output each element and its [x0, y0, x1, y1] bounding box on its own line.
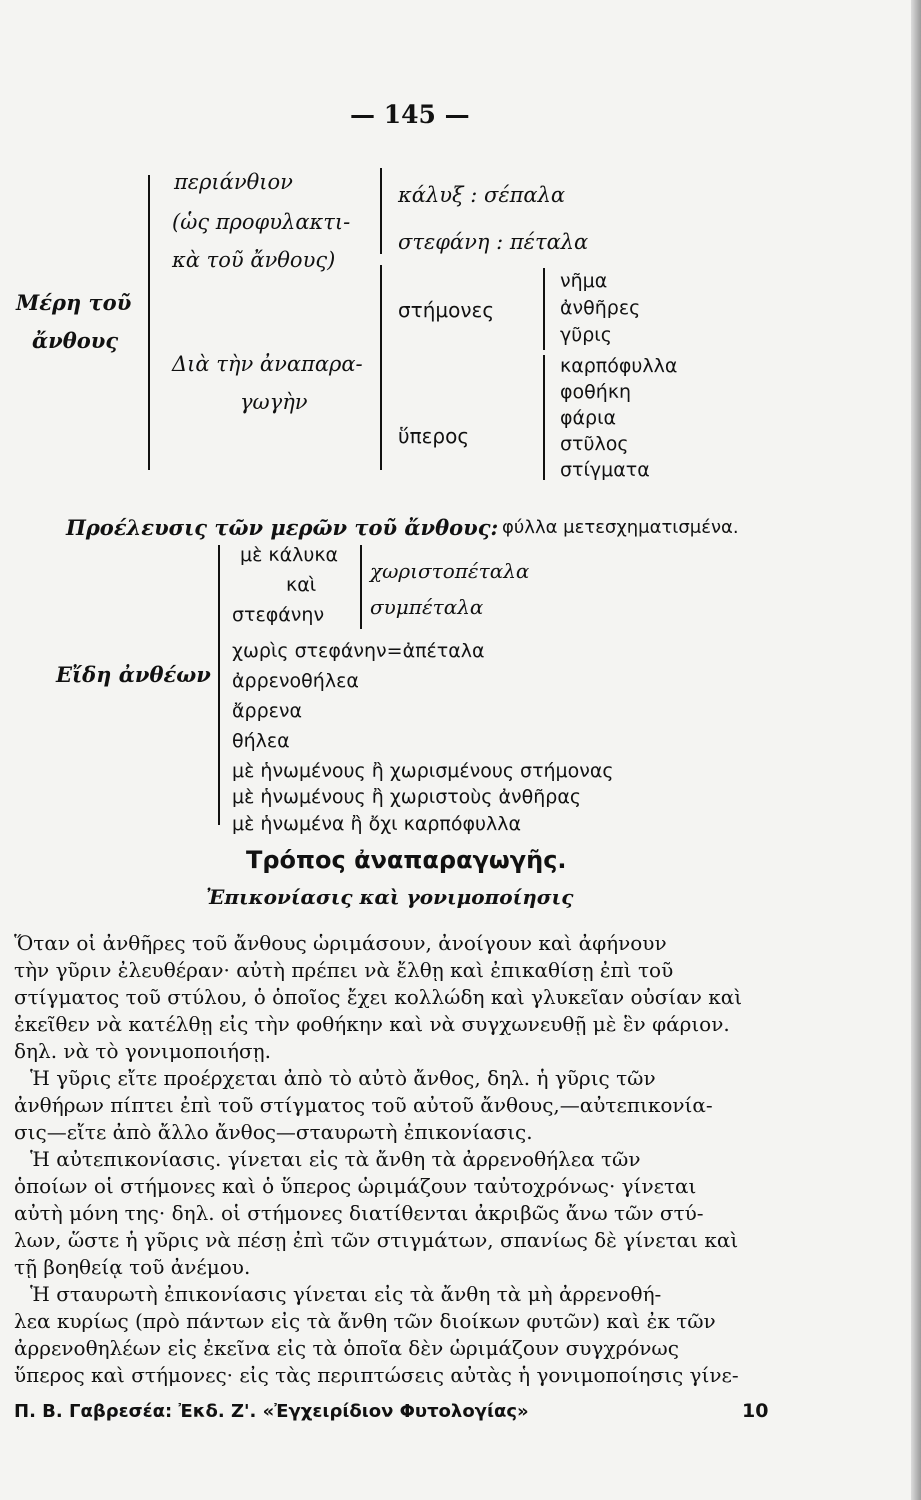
section-title: Τρόπος ἀναπαραγωγῆς. — [246, 846, 567, 874]
flower-type-item: μὲ ἡνωμένους ἢ χωρισμένους στήμονας — [232, 760, 614, 782]
flower-type-item: μὲ ἡνωμένους ἢ χωριστοὺς ἀνθῆρας — [232, 786, 582, 808]
page-edge — [911, 0, 921, 1500]
body-line: τῇ βοηθείᾳ τοῦ ἀνέμου. — [14, 1255, 251, 1279]
pistil-part-carpels: καρπόφυλλα — [560, 355, 678, 377]
flower-type-item: θήλεα — [232, 730, 290, 752]
stamen-part-pollen: γῦρις — [560, 324, 612, 346]
flower-type-item: ἄρρενα — [232, 700, 303, 722]
body-line: λεα κυρίως (πρὸ πάντων εἰς τὰ ἄνθη τῶν διοίκων φυτῶν) καὶ ἐκ τῶν — [14, 1309, 716, 1333]
body-line: ἀνθήρων πίπτει ἐπὶ τοῦ στίγματος τοῦ αὐτοῦ ἄνθους,—αὐτεπικονία- — [14, 1093, 713, 1117]
body-line: ὕπερος καὶ στήμονες· εἰς τὰς περιπτώσεις αὐτὰς ἡ γονιμοποίησις γίνε- — [14, 1363, 739, 1387]
reproduction-line1: Διὰ τὴν ἀναπαρα- — [172, 352, 363, 376]
body-line: τὴν γῦριν ἐλευθέραν· αὐτὴ πρέπει νὰ ἔλθῃ καὶ ἐπικαθίσῃ ἐπὶ τοῦ — [14, 958, 674, 982]
body-line: Ἡ αὐτεπικονίασις. γίνεται εἰς τὰ ἄνθη τὰ ἀρρενοθήλεα τῶν — [30, 1147, 641, 1171]
body-line: δηλ. νὰ τὸ γονιμοποιήσῃ. — [14, 1039, 271, 1063]
sympetalous-label: συμπέταλα — [370, 595, 484, 619]
page-number: — 145 — — [350, 100, 470, 129]
body-line: Ὅταν οἱ ἀνθῆρες τοῦ ἄνθους ὡριμάσουν, ἀνοίγουν καὶ ἀφήνουν — [14, 931, 667, 955]
flower-types-brace — [218, 545, 220, 825]
main-brace — [148, 175, 150, 470]
pistil-part-ovules: φάρια — [560, 407, 617, 429]
pistil-brace — [543, 355, 545, 480]
body-line: αὐτὴ μόνη της· δηλ. οἱ στήμονες διατίθενται ἀκριβῶς ἄνω τῶν στύ- — [14, 1201, 704, 1225]
origin-label: Προέλευσις τῶν μερῶν τοῦ ἄνθους: — [66, 515, 499, 540]
pistil-part-style: στῦλος — [560, 433, 629, 455]
flower-parts-heading-line1: Μέρη τοῦ — [16, 290, 132, 315]
with-calyx-line1: μὲ κάλυκα — [240, 544, 339, 566]
perianth-line2: (ὡς προφυλακτι- — [172, 210, 351, 234]
corolla-type-brace — [360, 545, 362, 629]
body-line: ὁποίων οἱ στήμονες καὶ ὁ ὕπερος ὡριμάζουν ταὐτοχρόνως· γίνεται — [14, 1174, 697, 1198]
with-calyx-line3: στεφάνην — [232, 604, 325, 626]
pistil-part-ovary: φοθήκη — [560, 381, 632, 403]
body-line: Ἡ γῦρις εἴτε προέρχεται ἀπὸ τὸ αὐτὸ ἄνθος, δηλ. ἡ γῦρις τῶν — [30, 1066, 656, 1090]
reproduction-brace — [380, 265, 382, 470]
flower-types-heading: Εἴδη ἀνθέων — [56, 662, 211, 687]
reproduction-line2: γωγὴν — [240, 390, 308, 414]
perianth-line1: περιάνθιον — [174, 170, 293, 194]
perianth-brace — [380, 168, 382, 254]
stamens-label: στήμονες — [398, 298, 495, 322]
body-line: Ἡ σταυρωτὴ ἐπικονίασις γίνεται εἰς τὰ ἄνθη τὰ μὴ ἀρρενοθή- — [30, 1282, 662, 1306]
flower-type-item: ἀρρενοθήλεα — [232, 670, 359, 692]
signature-number: 10 — [742, 1400, 769, 1422]
flower-type-item: μὲ ἡνωμένα ἢ ὄχι καρπόφυλλα — [232, 813, 522, 835]
flower-type-item: χωρὶς στεφάνην=ἀπέταλα — [232, 640, 485, 662]
body-line: ἐκεῖθεν νὰ κατέλθῃ εἰς τὴν φοθήκην καὶ νὰ συγχωνευθῇ μὲ ἓν φάριον. — [14, 1012, 730, 1036]
flower-parts-heading-line2: ἄνθους — [32, 328, 119, 353]
stamen-brace — [543, 268, 545, 350]
corolla-label: στεφάνη : πέταλα — [398, 230, 589, 254]
footer-text: Π. Β. Γαβρεσέα: Ἐκδ. Ζ'. «Ἐγχειρίδιον Φυτολογίας» — [14, 1401, 529, 1422]
body-line: σις—εἴτε ἀπὸ ἄλλο ἄνθος—σταυρωτὴ ἐπικονίασις. — [14, 1120, 533, 1144]
pistil-label: ὕπερος — [398, 424, 470, 448]
stamen-part-filament: νῆμα — [560, 270, 608, 292]
with-calyx-line2: καὶ — [286, 574, 317, 596]
stamen-part-anthers: ἀνθῆρες — [560, 297, 641, 319]
origin-text: φύλλα μετεσχηματισμένα. — [502, 517, 739, 538]
calyx-label: κάλυξ : σέπαλα — [398, 183, 566, 207]
pistil-part-stigmas: στίγματα — [560, 459, 650, 481]
subsection-title: Ἐπικονίασις καὶ γονιμοποίησις — [206, 885, 574, 909]
body-line: λων, ὥστε ἡ γῦρις νὰ πέσῃ ἐπὶ τῶν στιγμάτων, σπανίως δὲ γίνεται καὶ — [14, 1228, 739, 1252]
body-line: στίγματος τοῦ στύλου, ὁ ὁποῖος ἔχει κολλώδη καὶ γλυκεῖαν οὐσίαν καὶ — [14, 985, 743, 1009]
body-line: ἀρρενοθηλέων εἰς ἐκεῖνα εἰς τὰ ὁποῖα δὲν ὡριμάζουν συγχρόνως — [14, 1336, 679, 1360]
choripetalous-label: χωριστοπέταλα — [370, 559, 530, 583]
perianth-line3: κὰ τοῦ ἄνθους) — [172, 248, 336, 272]
